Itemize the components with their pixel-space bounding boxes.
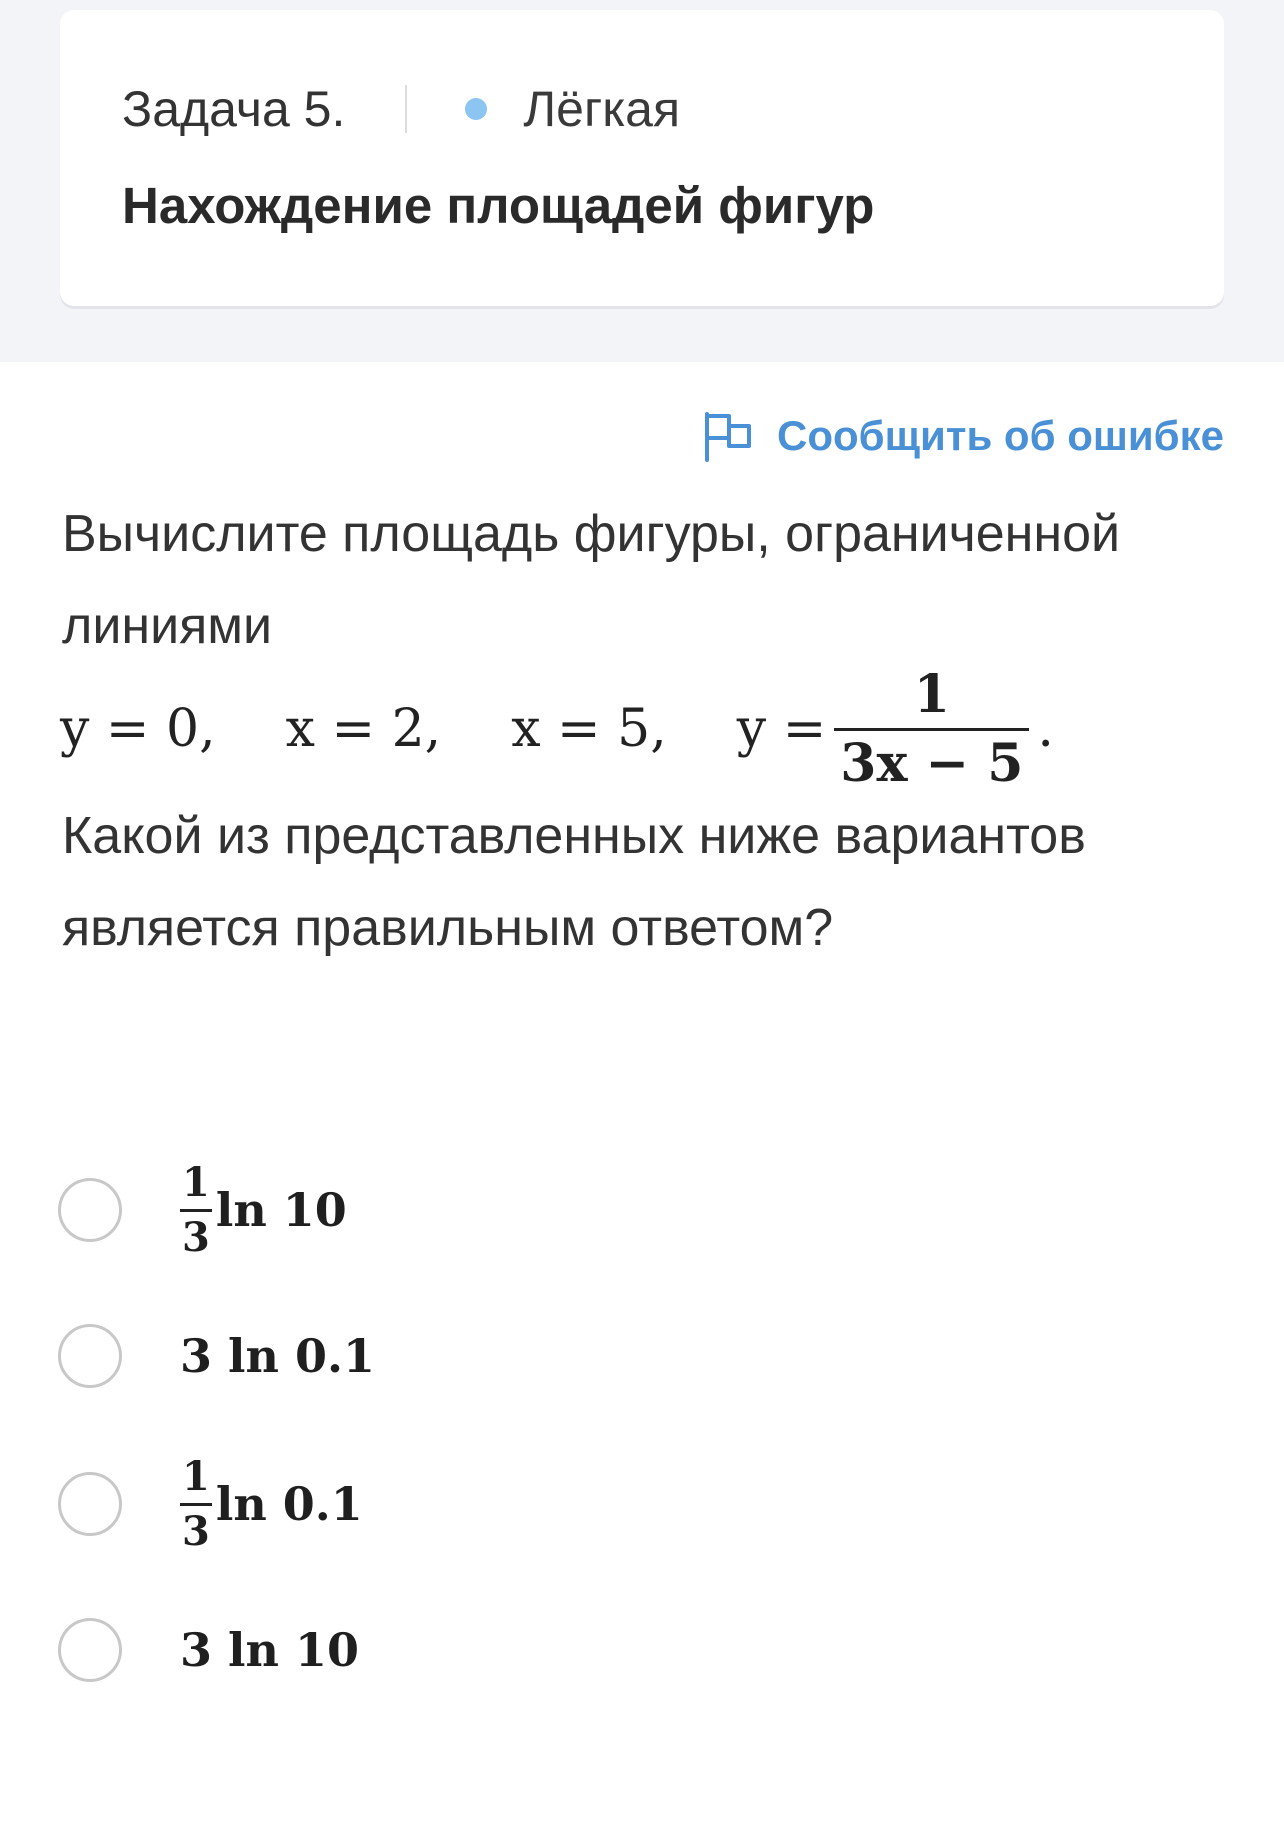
answer-option-3[interactable]: [58, 1434, 363, 1574]
formula-term-3: x = 5,: [511, 699, 667, 759]
radio-button[interactable]: [58, 1178, 122, 1242]
difficulty-dot-icon: [465, 98, 487, 120]
option-fraction-denominator: 3: [182, 1213, 210, 1261]
report-error-label: Сообщить об ошибке: [777, 412, 1224, 459]
formula-term-2: x = 2,: [285, 699, 442, 759]
task-title: Нахождение площадей фигур: [122, 177, 875, 234]
question-text: Вычислите площадь фигуры, ограниченной линиями: [62, 505, 1121, 655]
answer-option-1[interactable]: [58, 1140, 347, 1280]
answer-option-2[interactable]: [58, 1286, 375, 1426]
task-meta: [122, 80, 680, 138]
option-math: [180, 1329, 375, 1383]
option-text: 3 ln 0.1: [180, 1329, 375, 1383]
option-fraction-numerator: 1: [182, 1158, 210, 1206]
option-math: [180, 1452, 363, 1555]
task-number: Задача 5.: [122, 81, 346, 137]
question-prompt: Какой из представленных ниже вариантов является правильным ответом?: [62, 807, 1086, 957]
option-text: ln 0.1: [215, 1477, 363, 1531]
flag-icon: [703, 410, 753, 462]
option-text: 3 ln 10: [180, 1623, 359, 1677]
option-fraction: [180, 1452, 212, 1555]
task-card: [60, 10, 1224, 306]
option-fraction-denominator: 3: [182, 1507, 210, 1555]
answer-option-4[interactable]: [58, 1580, 359, 1720]
formula-fraction: [834, 664, 1029, 794]
fraction-numerator: 1: [913, 664, 950, 726]
option-fraction-numerator: 1: [182, 1452, 210, 1500]
formula-term-1: y = 0,: [60, 699, 216, 759]
formula-term-4-suffix: .: [1037, 699, 1054, 759]
difficulty-label: Лёгкая: [523, 81, 681, 137]
header-area: [0, 0, 1284, 362]
formula-term-4-prefix: y =: [736, 699, 827, 759]
meta-divider: [405, 85, 407, 133]
option-math: [180, 1158, 347, 1261]
option-fraction: [180, 1158, 212, 1261]
option-text: ln 10: [215, 1183, 347, 1237]
fraction-denominator: 3x − 5: [840, 732, 1024, 794]
radio-button[interactable]: [58, 1324, 122, 1388]
report-error-link[interactable]: [703, 410, 1224, 462]
radio-button[interactable]: [58, 1618, 122, 1682]
option-math: [180, 1623, 359, 1677]
radio-button[interactable]: [58, 1472, 122, 1536]
question-formula: [60, 654, 1054, 804]
